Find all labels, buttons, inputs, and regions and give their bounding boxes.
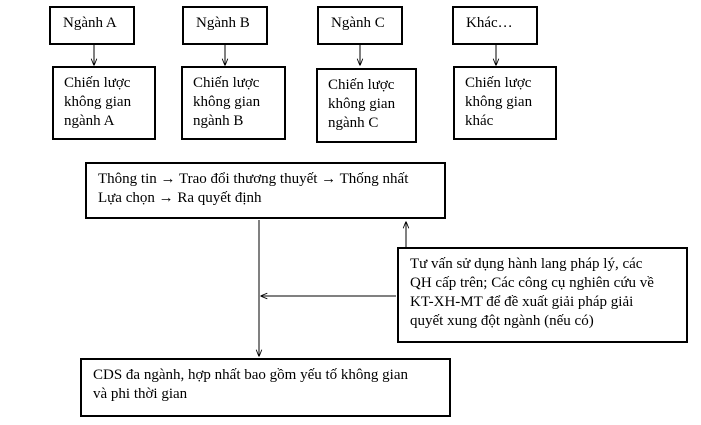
strategy-line: ngành B [193, 113, 244, 129]
strategy-line: Chiến lược [193, 75, 260, 91]
strategy-box-b [181, 66, 286, 140]
strategy-line: không gian [64, 94, 132, 110]
strategy-line: không gian [465, 94, 533, 110]
process-line: Thông tin → Trao đổi thương thuyết → Thống nhất [98, 171, 409, 187]
advisory-box [397, 247, 688, 343]
strategy-line: Chiến lược [64, 75, 131, 91]
strategy-line: Chiến lược [328, 77, 395, 93]
advisory-line: QH cấp trên; Các công cụ nghiên cứu về [410, 275, 654, 291]
strategy-box-c [316, 68, 417, 143]
sector-box-b [182, 6, 268, 45]
sector-label: Ngành B [196, 15, 250, 31]
result-line: và phi thời gian [93, 386, 188, 402]
strategy-box-other [453, 66, 557, 140]
sector-label: Ngành A [63, 15, 117, 31]
process-line: Lựa chọn → Ra quyết định [98, 190, 262, 206]
advisory-line: quyết xung đột ngành (nếu có) [410, 313, 594, 329]
sector-label: Ngành C [331, 15, 385, 31]
result-line: CDS đa ngành, hợp nhất bao gồm yếu tố không gian [93, 367, 408, 383]
sector-box-other [452, 6, 538, 45]
strategy-line: khác [465, 113, 494, 129]
strategy-box-a [52, 66, 156, 140]
strategy-line: không gian [193, 94, 261, 110]
sector-box-a [49, 6, 135, 45]
result-box [80, 358, 451, 417]
strategy-line: Chiến lược [465, 75, 532, 91]
process-box [85, 162, 446, 219]
sector-label: Khác… [466, 15, 513, 31]
strategy-line: ngành A [64, 113, 115, 129]
strategy-line: không gian [328, 96, 396, 112]
sector-box-c [317, 6, 403, 45]
advisory-line: Tư vấn sử dụng hành lang pháp lý, các [410, 256, 643, 272]
advisory-line: KT-XH-MT để đề xuất giải pháp giải [410, 294, 634, 310]
strategy-line: ngành C [328, 115, 379, 131]
